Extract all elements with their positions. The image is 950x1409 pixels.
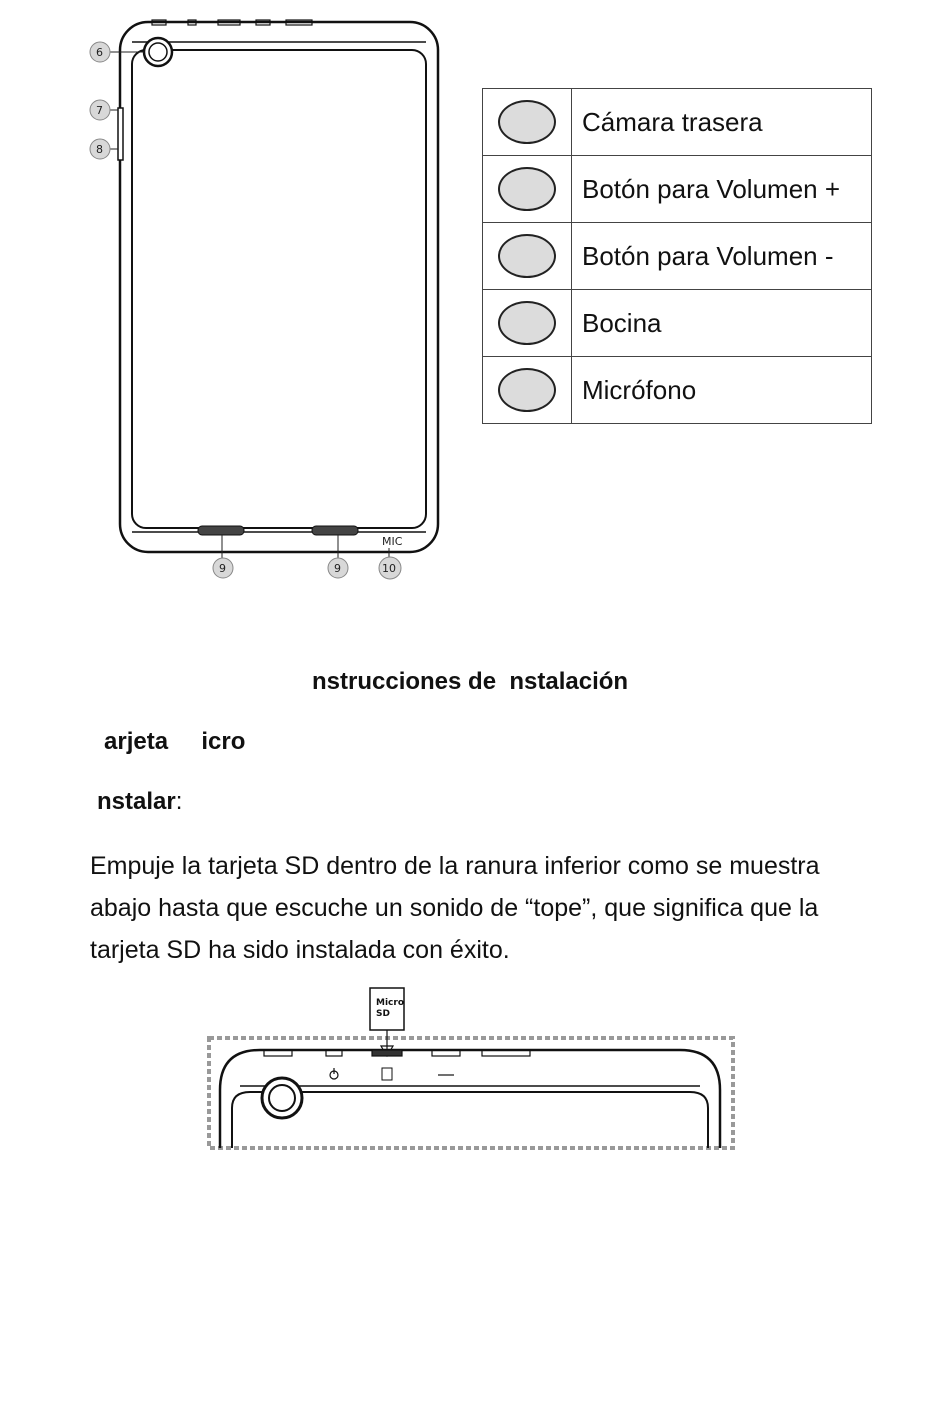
rear-camera: [144, 38, 172, 66]
number-badge: [498, 100, 556, 144]
legend-label: Bocina: [572, 290, 872, 357]
section-title: nstrucciones de nstalación: [312, 668, 629, 695]
sd-icon: [382, 1068, 392, 1080]
instructions-paragraph: Empuje la tarjeta SD dentro de la ranura inferior como se muestra abajo hasta que escuche un sonido de “tope”, que significa que la tarjeta SD ha sido instalada con éxito.: [90, 852, 820, 964]
card-title: arjeta icro: [104, 728, 246, 755]
callout-9-right: [328, 558, 348, 578]
svg-text:7: 7: [96, 104, 103, 117]
callout-8: [90, 139, 110, 159]
legend-row: [483, 290, 872, 357]
callout-9-left: [213, 558, 233, 578]
callout-7: [90, 100, 110, 120]
tablet-back-diagram: [80, 10, 460, 590]
card-label-micro: Micro: [376, 998, 404, 1008]
legend-label: Botón para Volumen -: [572, 223, 872, 290]
card-label-sd: SD: [376, 1009, 390, 1019]
svg-text:9: 9: [334, 562, 341, 575]
legend-row: [483, 89, 872, 156]
slot-sd: [372, 1050, 402, 1056]
legend-label: Micrófono: [572, 357, 872, 424]
install-colon: :: [175, 788, 183, 815]
svg-text:9: 9: [219, 562, 226, 575]
legend-row: [483, 156, 872, 223]
svg-text:8: 8: [96, 143, 103, 156]
install-label: nstalar: [97, 788, 176, 815]
speaker-right: [312, 526, 358, 535]
mic-label: MIC: [382, 535, 403, 548]
callout-10: [379, 557, 401, 579]
legend-table: [482, 88, 872, 424]
number-badge: [498, 167, 556, 211]
legend-row: [483, 357, 872, 424]
number-badge: [498, 234, 556, 278]
svg-text:6: 6: [96, 46, 103, 59]
number-badge: [498, 368, 556, 412]
speaker-left: [198, 526, 244, 535]
sd-insertion-diagram: [200, 980, 745, 1160]
legend-row: [483, 223, 872, 290]
install-heading: [97, 788, 182, 816]
number-badge: [498, 301, 556, 345]
callout-6: [90, 42, 110, 62]
legend-label: Cámara trasera: [572, 89, 872, 156]
legend-label: Botón para Volumen +: [572, 156, 872, 223]
svg-text:10: 10: [382, 562, 396, 575]
volume-buttons: [118, 108, 123, 160]
